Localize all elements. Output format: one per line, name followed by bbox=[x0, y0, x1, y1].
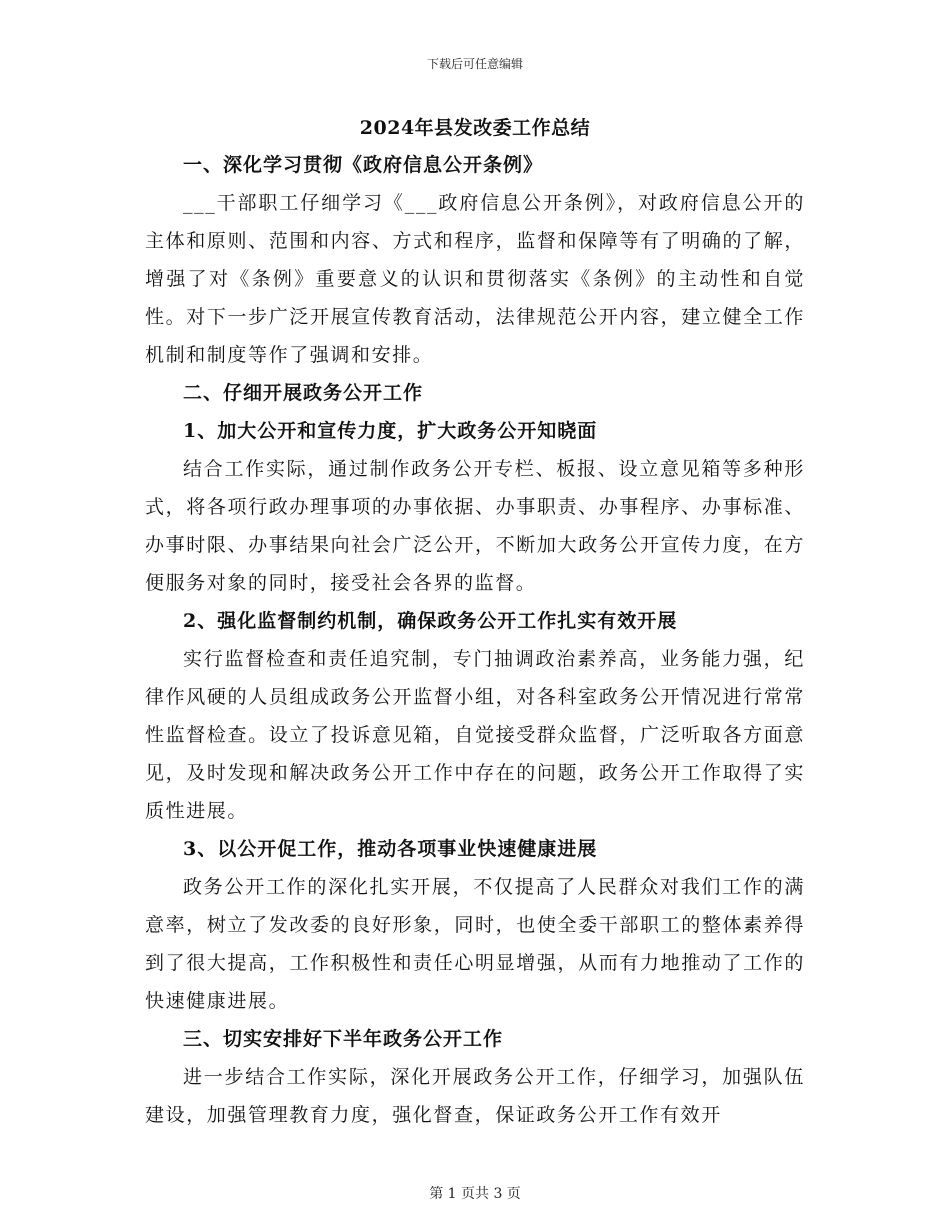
document-title: 2024年县发改委工作总结 bbox=[359, 117, 591, 139]
section-3 bbox=[145, 1020, 805, 1134]
section-2-1-heading: 1、加大公开和宣传力度，扩大政务公开知晓面 bbox=[183, 420, 598, 442]
section-2-3-paragraph: 政务公开工作的深化扎实开展，不仅提高了人民群众对我们工作的满意率，树立了发改委的良好形象，同时，也使全委干部职工的整体素养得到了很大提高，工作积极性和责任心明显增强，从而有力地推动了工作的快速健康进展。 bbox=[145, 876, 805, 1012]
section-1-paragraph: ___干部职工仔细学习《___政府信息公开条例》，对政府信息公开的主体和原则、范围和内容、方式和程序，监督和保障等有了明确的了解，增强了对《条例》重要意义的认识和贯彻落实《条例》的主动性和自觉性。对下一步广泛开展宣传教育活动，法律规范公开内容，建立健全工作机制和制度等作了强调和安排。 bbox=[145, 192, 805, 366]
page-number-footer: 第 1 页共 3 页 bbox=[429, 1186, 521, 1202]
section-1 bbox=[145, 146, 805, 374]
document-body bbox=[145, 110, 805, 1134]
section-2-1-paragraph: 结合工作实际，通过制作政务公开专栏、板报、设立意见箱等多种形式，将各项行政办理事项的办事依据、办事职责、办事程序、办事标准、办事时限、办事结果向社会广泛公开，不断加大政务公开宣传力度，在方便服务对象的同时，接受社会各界的监督。 bbox=[145, 458, 805, 594]
section-2 bbox=[145, 374, 805, 1020]
section-2-2-heading: 2、强化监督制约机制，确保政务公开工作扎实有效开展 bbox=[183, 610, 678, 632]
section-3-heading: 三、切实安排好下半年政务公开工作 bbox=[183, 1028, 504, 1050]
section-2-2-paragraph: 实行监督检查和责任追究制，专门抽调政治素养高，业务能力强，纪律作风硬的人员组成政务公开监督小组，对各科室政务公开情况进行常常性监督检查。设立了投诉意见箱，自觉接受群众监督，广泛听取各方面意见，及时发现和解决政务公开工作中存在的问题，政务公开工作取得了实质性进展。 bbox=[145, 648, 805, 822]
section-2-heading: 二、仔细开展政务公开工作 bbox=[183, 382, 424, 404]
section-1-heading: 一、深化学习贯彻《政府信息公开条例》 bbox=[183, 154, 544, 176]
header-note: 下载后可任意编辑 bbox=[426, 57, 523, 71]
section-2-3-heading: 3、以公开促工作，推动各项事业快速健康进展 bbox=[183, 838, 598, 860]
section-3-paragraph: 进一步结合工作实际，深化开展政务公开工作，仔细学习，加强队伍建设，加强管理教育力度，强化督查，保证政务公开工作有效开 bbox=[145, 1066, 805, 1126]
